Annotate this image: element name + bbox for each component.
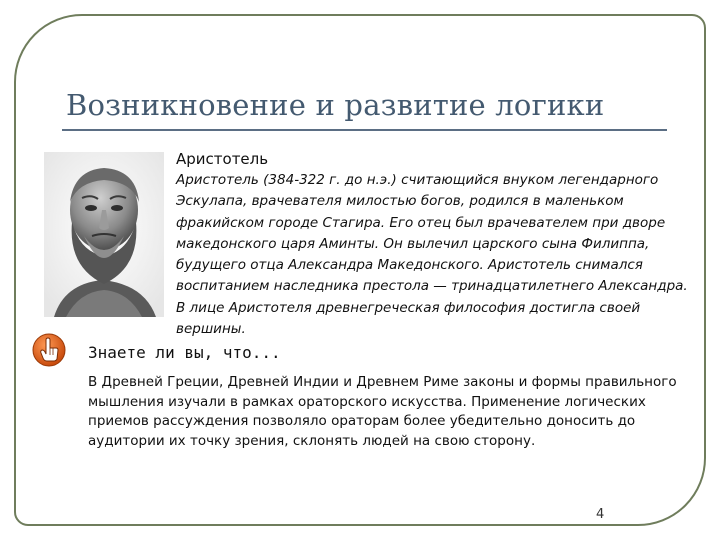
did-you-know-paragraph: В Древней Греции, Древней Индии и Древнем Риме законы и формы правильного мышления изучали в рамках ораторского искусства. Применение логических приемов рассуждения позволяло ораторам более убедительно доносить до аудитории их точку зрения, склонять людей на свою сторону. [88, 374, 677, 449]
slide-title: Возникновение и развитие логики [66, 88, 605, 122]
title-divider [62, 129, 667, 131]
did-you-know-heading: Знаете ли вы, что... [88, 343, 281, 362]
aristotle-portrait [44, 152, 164, 317]
aristotle-heading: Аристотель [176, 150, 269, 168]
page-number: 4 [596, 507, 605, 522]
aristotle-paragraph: Аристотель (384-322 г. до н.э.) считающийся внуком легендарного Эскулапа, врачевателя милостью богов, родился в маленьком фракийском городе Стагира. Его отец был врачевателем при дворе македонского царя Аминты. Он вылечил царского сына Филиппа, будущего отца Александра Македонского. Аристотель снимался воспитанием наследника престола — тринадцатилетнего Александра. В лице Аристотеля древнегреческая философия достигла своей вершины. [176, 172, 688, 338]
pointing-hand-icon [32, 333, 66, 367]
